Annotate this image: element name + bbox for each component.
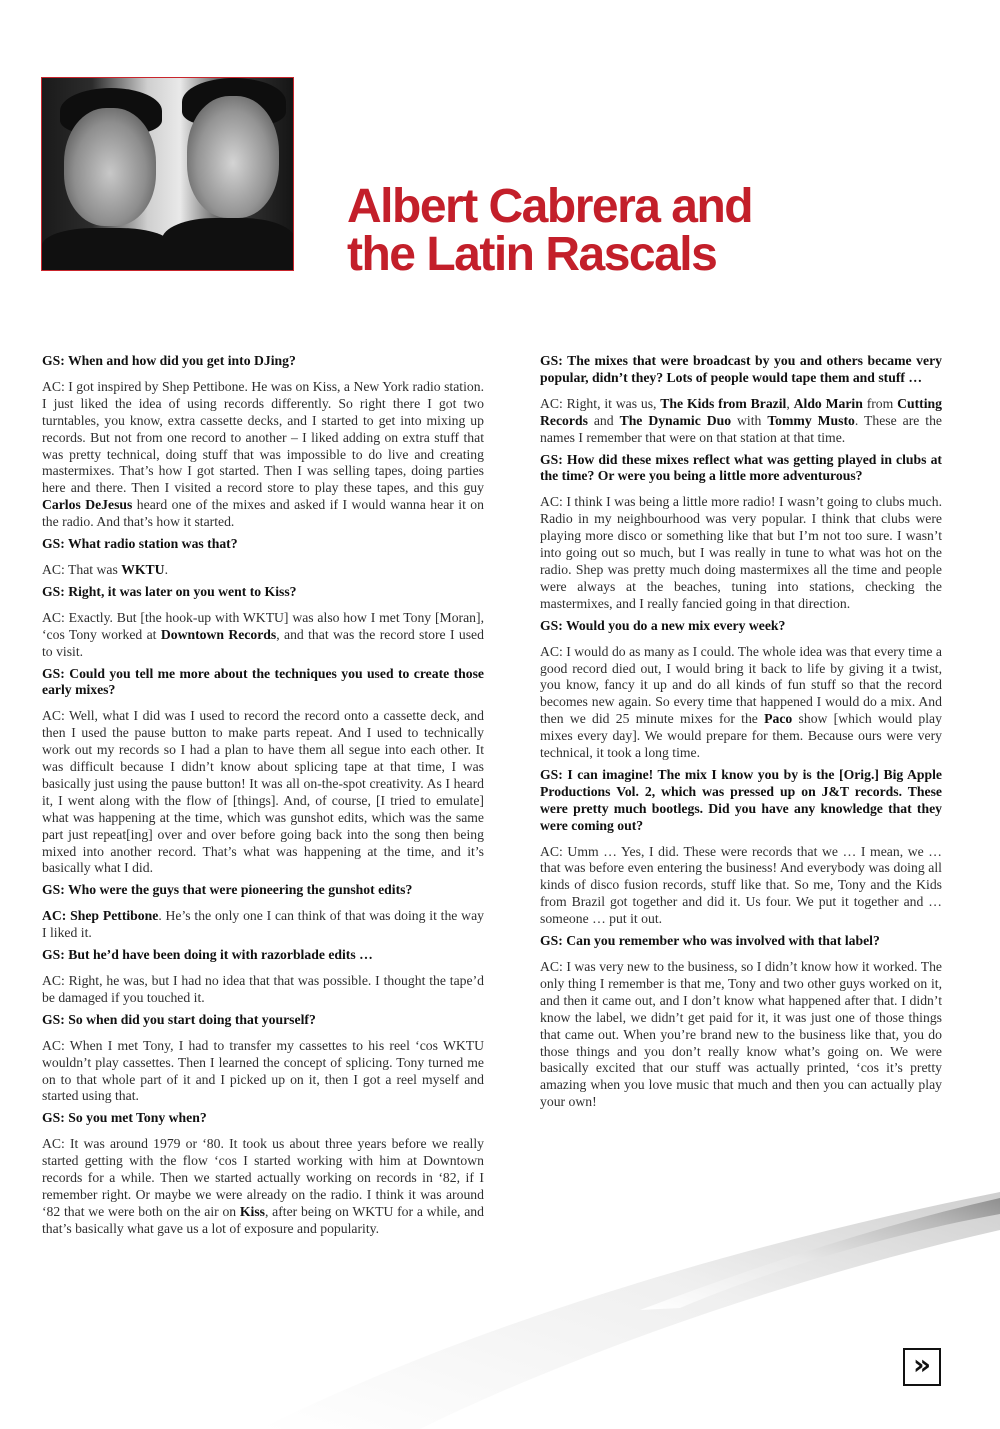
answer-text: AC: Right, he was, but I had no idea that that was possible. I thought the tape’d be damaged if you touched it. <box>42 973 484 1005</box>
answer-text: with <box>731 412 768 428</box>
answer-paragraph <box>42 973 484 1007</box>
answer-text: . He’s the only one I can think of that was doing it the way I liked it. <box>42 908 484 941</box>
face-shape <box>187 96 279 218</box>
left-column <box>42 353 484 1243</box>
answer-paragraph <box>540 844 942 929</box>
question-heading: GS: Right, it was later on you went to Kiss? <box>42 583 297 599</box>
next-page-button[interactable] <box>903 1348 941 1386</box>
question-heading: GS: Who were the guys that were pioneering the gunshot edits? <box>42 882 413 898</box>
question-heading: GS: So when did you start doing that yourself? <box>42 1011 316 1027</box>
answer-paragraph <box>42 908 484 942</box>
question-heading: GS: The mixes that were broadcast by you and others became very popular, didn’t they? Lots of people would tape them and stuff … <box>540 353 942 385</box>
answer-text: AC: That was <box>42 561 122 577</box>
answer-text: AC: It was around 1979 or ‘80. It took us about three years before we really started getting with the flow ‘cos I started working with him at Downtown records for a while. Then we started actually working on records in ‘82, if I remember right. Or maybe we were already on the radio. I think it was around ‘82 that we were both on the air on <box>42 1136 484 1219</box>
answer-text: AC: I would do as many as I could. The whole idea was that every time a good record died out, I would bring it back to life by giving it a twist, you know, fancy it up and do all kinds of fun stuff so that the record becomes new again. So every time that happened I would do a mix. And then we did 25 minute mixes for the <box>540 643 942 727</box>
answer-paragraph <box>42 1038 484 1106</box>
bold-name: Cutting Records <box>540 395 942 428</box>
question-heading: GS: But he’d have been doing it with razorblade edits … <box>42 947 373 963</box>
answer-text: and <box>587 412 620 428</box>
answer-text: AC: Right, it was us, <box>540 395 661 411</box>
answer-paragraph <box>42 708 484 877</box>
question-heading: GS: When and how did you get into DJing? <box>42 353 296 368</box>
answer-text: show [which would play mixes every day]. We would prepare for them. Because ours were very technical, it took a long time. <box>540 711 942 761</box>
bold-name: WKTU <box>121 561 165 577</box>
answer-text: from <box>862 395 898 411</box>
bold-name: Tommy Musto <box>767 412 855 428</box>
right-column <box>540 353 942 1116</box>
answer-text: AC: I was very new to the business, so I didn’t know how it worked. The only thing I remember is that me, Tony and two other guys worked on it, and then it came out, and I don’t know what happened after that. I didn’t know the label, we didn’t get paid for it, it was just one of those things that came out. When you’re brand new to the business like that, you do those things and you don’t really know what’s going on. We were basically excited that our stuff was actually printed, ‘cos it’s pretty amazing when you love music that much and then you can actually play your own! <box>540 959 942 1110</box>
answer-text: AC: I think I was being a little more radio! I wasn’t going to clubs much. Radio in my neighbourhood was very popular. I think that clubs were playing more disco or something like that but I’m not too sure. I wasn’t into going out so much, but I was really in tune to what was hot on the radio. Shep was pretty much doing mastermixes all the time and people were always at the beaches, tuning into stations, checking the mastermixes, and I really fancied going in that direction. <box>540 494 942 611</box>
question-heading: GS: I can imagine! The mix I know you by is the [Orig.] Big Apple Productions Vol. 2, which was pressed up on J&T records. These were pretty much bootlegs. Did you have any knowledge that they were coming out? <box>540 766 942 833</box>
bold-name: Carlos DeJesus <box>42 497 133 513</box>
bold-name: The Kids from Brazil <box>660 395 787 411</box>
question-heading: GS: Would you do a new mix every week? <box>540 617 786 633</box>
bold-name: The Dynamic Duo <box>619 412 732 428</box>
answer-text: AC: When I met Tony, I had to transfer my cassettes to his reel ‘cos WKTU wouldn’t play cassettes. Then I learned the concept of splicing. Tony turned me on to that whole part of it and I picked up on it, then I got a reel myself and started using that. <box>42 1037 484 1104</box>
question-heading: GS: So you met Tony when? <box>42 1110 207 1126</box>
answer-paragraph <box>540 494 942 612</box>
title-line-2: the Latin Rascals <box>347 228 717 281</box>
answer-paragraph <box>42 610 484 661</box>
answer-text: AC: Well, what I did was I used to record the record onto a cassette deck, and then I used the pause button to make parts repeat. And I used to technically work out my records so I had a plan to have them all segue into each other. It was difficult because I didn’t know about splicing tape at that time, I was basically just using the pause button! It was all on-the-spot creativity. As I heard it, I went along with the flow of [things]. And, of course, [I tried to emulate] what was happening at the time, which was gunshot edits, which was the same part just repeat[ing] over and over before going back into the song then being mixed into another record. That’s what was happening at the time, and it’s basically what I did. <box>42 708 484 876</box>
question-heading: GS: What radio station was that? <box>42 536 238 552</box>
bold-name: Downtown Records <box>160 626 277 642</box>
answer-text: heard one of the mixes and asked if I would wanna hear it on the radio. And that’s how it started. <box>42 497 484 530</box>
answer-text: . <box>164 561 168 577</box>
answer-paragraph <box>540 644 942 762</box>
question-heading: GS: Could you tell me more about the techniques you used to create those early mixes? <box>42 665 484 698</box>
title-line-1: Albert Cabrera and <box>347 180 753 233</box>
portrait-photo <box>41 77 294 271</box>
decorative-swoosh <box>0 1170 1000 1429</box>
answer-text: , after being on WKTU for a while, and that’s basically what gave us a lot of exposure and popularity. <box>42 1203 484 1236</box>
shirt-shape <box>42 228 172 271</box>
answer-paragraph <box>42 562 484 579</box>
answer-paragraph <box>540 396 942 447</box>
bold-name: Paco <box>764 711 793 727</box>
shirt-shape <box>162 218 294 271</box>
question-heading: GS: How did these mixes reflect what was getting played in clubs at the time? Or were you being a little more adventurous? <box>540 451 942 484</box>
answer-paragraph <box>42 379 484 531</box>
article-title <box>347 180 947 281</box>
bold-name: Aldo Marin <box>793 395 863 411</box>
answer-text: AC: Exactly. But [the hook-up with WKTU] was also how I met Tony [Moran], ‘cos Tony worked at <box>42 609 484 642</box>
answer-text: . These are the names I remember that were on that station at that time. <box>540 412 943 445</box>
question-heading: GS: Can you remember who was involved with that label? <box>540 933 880 949</box>
answer-text: AC: I got inspired by Shep Pettibone. He was on Kiss, a New York radio station. I just liked the idea of using records differently. So right there I got two turntables, you know, extra cassette decks, and I started to get into mixing up records. But not from one record to another – I liked adding on extra stuff that was pretty technical, doing stuff that was impossible to do live and creating mastermixes. That’s how I got started. Then I was selling tapes, doing parties here and there. Then I visited a record store to play these tapes, and this guy <box>42 378 484 496</box>
answer-text: , and that was the record store I used to visit. <box>42 626 484 659</box>
double-chevron-right-icon: » <box>912 1348 926 1381</box>
bold-name: AC: Shep Pettibone <box>42 908 159 924</box>
answer-text: AC: Umm … Yes, I did. These were records that we … I mean, we … that was before even entering the business! And everybody was doing all kinds of disco fusion records, stuff like that. So me, Tony and the Kids from Brazil got together and did it. Us four. We put it together and … someone … put it out. <box>540 843 942 927</box>
answer-paragraph <box>540 959 942 1111</box>
answer-text: , <box>786 395 794 411</box>
bold-name: Kiss <box>239 1203 265 1219</box>
face-shape <box>64 108 156 226</box>
